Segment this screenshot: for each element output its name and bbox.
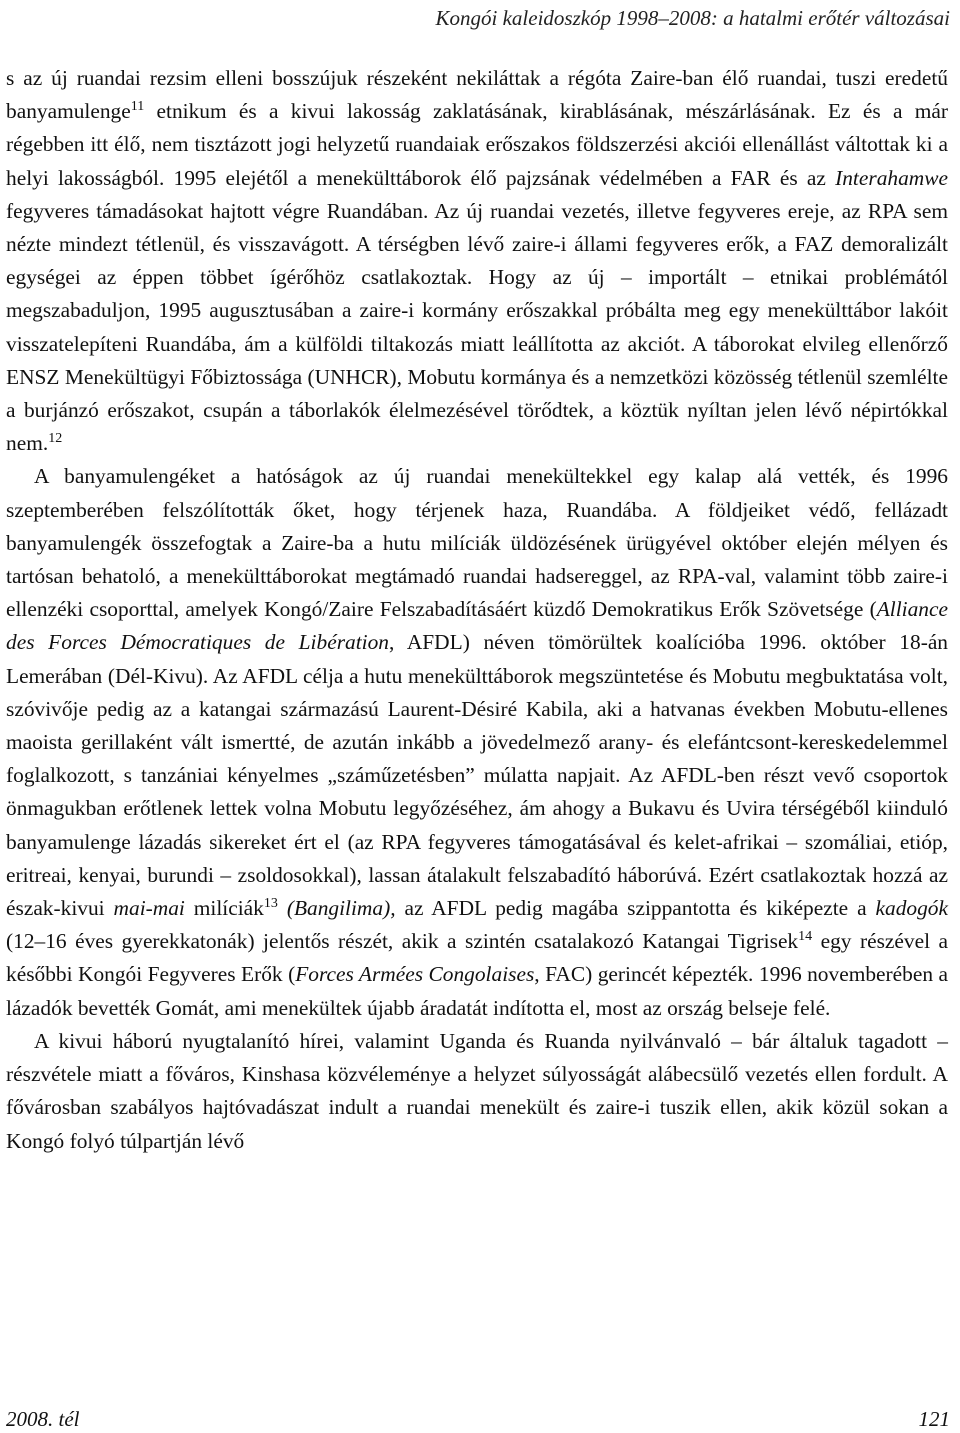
italic-term: (Bangilima),	[286, 896, 396, 921]
italic-term: mai-mai	[113, 896, 185, 921]
footnote-ref: 13	[263, 896, 278, 912]
paragraph	[6, 1025, 948, 1158]
text-run: A banyamulengéket a hatóságok az új ruandai menekültekkel egy kalap alá vették, és 1996 szeptemberében felszólították őket, hogy térjenek haza, Ruandába. A földjeiket védő, fellázadt banyamulengék összefogtak a Zaire-ba a hutu milíciák üldözésének ürügyével október elején mélyen és tartósan behatoló, a menekülttáborokat megtámadó ruandai hadsereggel, az RPA-val, valamint több zaire-i ellenzéki csoporttal, amelyek Kongó/Zaire Felszabadításáért küzdő Demokratikus Erők Szövetsége (	[6, 464, 948, 622]
running-head: Kongói kaleidoszkóp 1998–2008: a hatalmi erőtér változásai	[435, 6, 950, 30]
text-run	[278, 896, 287, 920]
text-run: , FAC) gerincét képezték. 1996 novemberében a lázadók bevették Gomát, ami menekültek újabb áradatát indította el, most az ország belseje felé.	[6, 962, 948, 1020]
text-run: egy részével a későbbi Kongói Fegyveres Erők (	[6, 929, 948, 987]
footnote-ref: 12	[48, 431, 63, 447]
italic-term: kadogók	[875, 896, 948, 921]
italic-term: Forces Armées Congolaises	[295, 962, 535, 987]
text-run: fegyveres támadásokat hajtott végre Ruandában. Az új ruandai vezetés, illetve fegyveres ereje, az RPA sem nézte mindezt tétlenül, és visszavágott. A térségben lévő zaire-i állami fegyveres erők, a FAZ demoralizált egységei az éppen többet ígérőhöz csatlakoztak. Hogy az új – importált – etnikai problémától megszabaduljon, 1995 augusztusában a zaire-i kormány erőszakkal próbálta meg egy menekülttábor lakóit visszatelepíteni Ruandába, ám a külföldi tiltakozás miatt leállította az akciót. A táborokat elvileg ellenőrző ENSZ Menekültügyi Főbiztossága (UNHCR), Mobutu kormánya és a nemzetközi közösség tétlenül szemlélte a burjánzó erőszakot, csupán a táborlakók élelmezésével törődtek, a köztük nyíltan jelen lévő népirtókkal nem.	[6, 198, 948, 456]
issue-label: 2008. tél	[6, 1407, 80, 1431]
main-text	[6, 62, 948, 1158]
text-run: s az új ruandai rezsim elleni bosszújuk részeként nekiláttak a régóta Zaire-ban élő ruandai, tuszi eredetű banyamulenge	[6, 66, 948, 124]
text-run: (12–16 éves gyerekkatonák) jelentős részét, akik a szintén csatalakozó Katangai Tigrisek	[6, 929, 799, 954]
page-number: 121	[918, 1407, 950, 1431]
text-run: , AFDL) néven tömörültek koalícióba 1996. október 18-án Lemerában (Dél-Kivu). Az AFDL célja a hutu menekülttáborok megszüntetése és Mobutu megbuktatása volt, szóvivője pedig az a katangai származású Laurent-Désiré Kabila, aki a hatvanas években Mobutu-ellenes maoista gerillaként vált ismertté, de azután inkább a jövedelmező arany- és elefántcsont-kereskedelemmel foglalkozott, s tanzániai kényelmes „száműzetésben” múlatta napjait. Az AFDL-ben részt vevő csoportok önmagukban erőtlenek lettek volna Mobutu legyőzéséhez, ám ahogy a Bukavu és Uvira térségéből kiinduló banyamulenge lázadás sikereket ért el (az RPA fegyveres támogatásával és kelet-afrikai – szomáliai, etióp, eritreai, kenyai, burundi – zsoldosokkal), lassan átalakult felszabadító háborúvá. Ezért csatlakoztak hozzá az észak-kivui	[6, 630, 949, 921]
text-run: etnikum és a kivui lakosság zaklatásának, kirablásának, mészárlásának. Ez és a már régebben itt élő, nem tisztázott jogi helyzetű ruandaiak erőszakos földszerzési akciói ellenállást váltottak ki a helyi lakosságból. 1995 elejétől a menekülttáborok élő pajzsának védelmében a FAR és az	[6, 99, 948, 190]
paragraph	[6, 62, 948, 460]
paragraph	[6, 460, 948, 1024]
text-run: az AFDL pedig magába szippantotta és kiképezte a	[395, 896, 876, 921]
text-run: milíciák	[184, 896, 264, 921]
italic-term: Alliance des Forces Démocratiques de Libération	[6, 597, 948, 655]
footnote-ref: 14	[798, 929, 813, 945]
italic-term: Interahamwe	[835, 165, 948, 190]
footnote-ref: 11	[130, 99, 145, 115]
text-run: A kivui háború nyugtalanító hírei, valamint Uganda és Ruanda nyilvánvaló – bár általuk tagadott – részvétele miatt a főváros, Kinshasa közvéleménye a helyzet súlyosságát alábecsülő vezetés ellen fordult. A fővárosban szabályos hajtóvadászat indult a ruandai menekült és zaire-i tuszik ellen, akik közül sokan a Kongó folyó túlpartján lévő	[6, 1028, 948, 1153]
